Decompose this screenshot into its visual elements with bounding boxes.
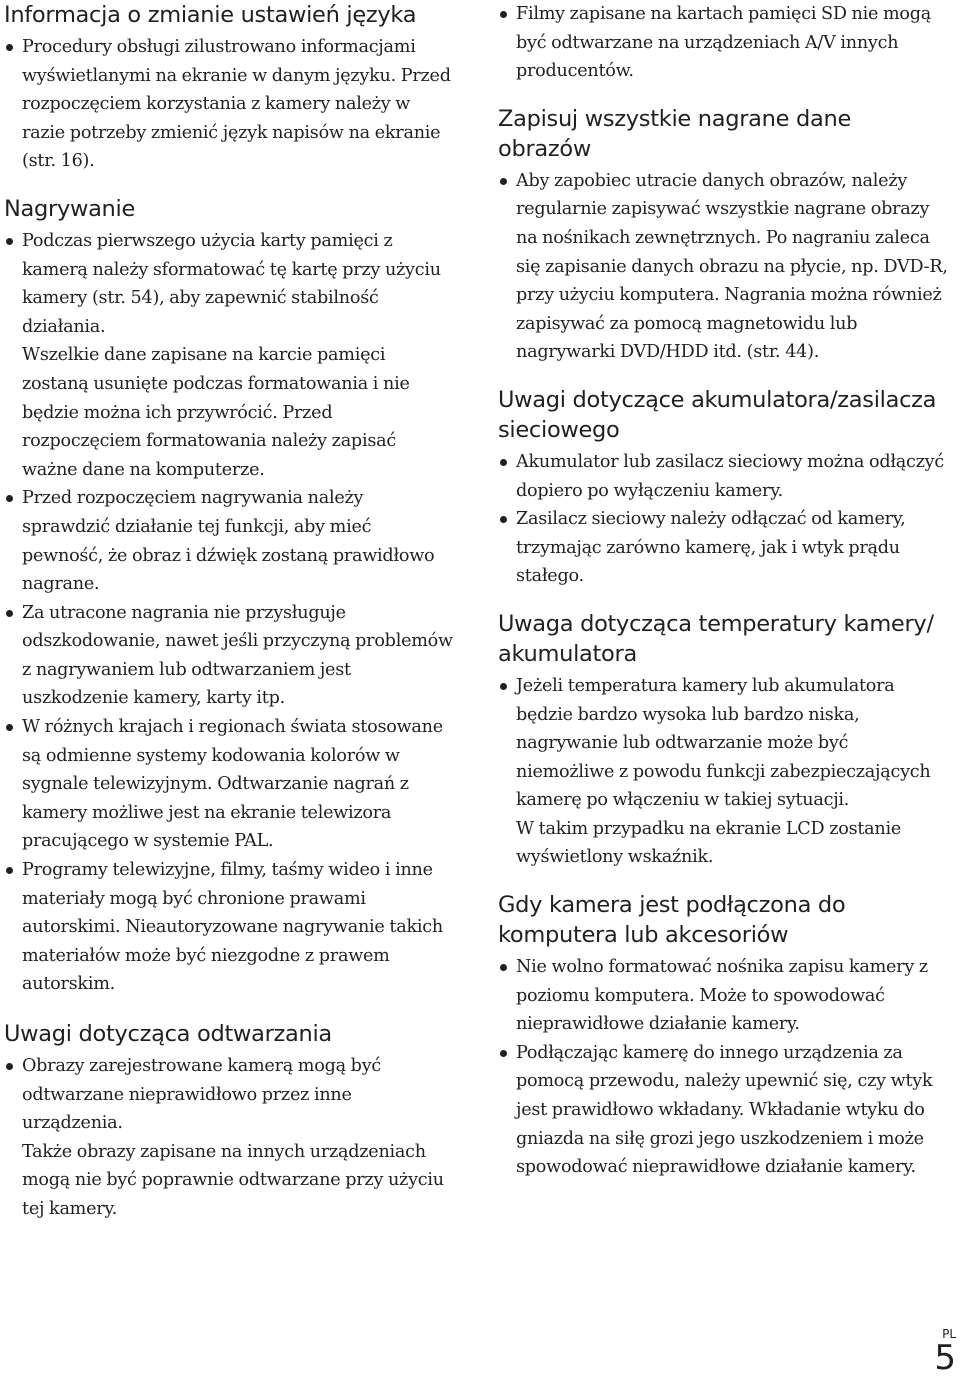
bullet-paragraph: Wszelkie dane zapisane na karcie pamięci zostaną usunięte podczas formatowania i nie będzie można ich przywrócić. Przed rozpoczęciem formatowania należy zapisać ważne dane na komputerze. <box>22 345 410 480</box>
bullet-item: Programy telewizyjne, filmy, taśmy wideo i inne materiały mogą być chronione prawami autorskimi. Nieautoryzowane nagrywanie takich materiałów może być niezgodne z prawem autorskim. <box>4 856 456 999</box>
bullet-item: Zasilacz sieciowy należy odłączać od kamery, trzymając zarówno kamerę, jak i wtyk prądu stałego. <box>498 505 950 591</box>
section-title-save-images: Zapisuj wszystkie nagrane dane obrazów <box>498 105 851 162</box>
bullet-paragraph: Podczas pierwszego użycia karty pamięci z kamerą należy sformatować tę kartę przy użyciu kamery (str. 54), aby zapewnić stabilność działania. <box>22 230 441 337</box>
bullet-paragraph: Jeżeli temperatura kamery lub akumulatora będzie bardzo wysoka lub bardzo niska, nagrywanie lub odtwarzanie może być niemożliwe z powodu funkcji zabezpieczających kamerę po włączeniu w takiej sytuacji. <box>516 675 931 811</box>
bullet-list <box>4 227 456 999</box>
section-title-language: Informacja o zmianie ustawień języka <box>4 2 417 28</box>
page-number: 5 <box>934 1338 956 1378</box>
bullet-item: Przed rozpoczęciem nagrywania należy sprawdzić działanie tej funkcji, aby mieć pewność, że obraz i dźwięk zostaną prawidłowo nagrane. <box>4 484 456 598</box>
bullet-item: Aby zapobiec utracie danych obrazów, należy regularnie zapisywać wszystkie nagrane obrazy na nośnikach zewnętrznych. Po nagraniu zaleca się zapisanie danych obrazu na płycie, np. DVD-R, przy użyciu komputera. Nagrania można również zapisywać za pomocą magnetowidu lub nagrywarki DVD/HDD itd. (str. 44). <box>498 167 950 367</box>
bullet-paragraph: Obrazy zarejestrowane kamerą mogą być odtwarzane nieprawidłowo przez inne urządzenia. <box>22 1056 381 1134</box>
section-title-temperature: Uwaga dotycząca temperatury kamery/ akumulatora <box>498 610 934 667</box>
left-column <box>4 0 456 1224</box>
bullet-paragraph: W takim przypadku na ekranie LCD zostanie wyświetlony wskaźnik. <box>516 818 902 868</box>
bullet-item: Procedury obsługi zilustrowano informacjami wyświetlanymi na ekranie w danym języku. Przed rozpoczęciem korzystania z kamery należy w razie potrzeby zmienić język napisów na ekranie (str. 16). <box>4 33 456 176</box>
bullet-item: W różnych krajach i regionach świata stosowane są odmienne systemy kodowania kolorów w sygnale telewizyjnym. Odtwarzanie nagrań z kamery możliwe jest na ekranie telewizora pracującego w systemie PAL. <box>4 713 456 856</box>
section-title-computer-accessories: Gdy kamera jest podłączona do komputera lub akcesoriów <box>498 892 846 949</box>
section-title-playback: Uwagi dotycząca odtwarzania <box>4 1021 332 1047</box>
bullet-item: Akumulator lub zasilacz sieciowy można odłączyć dopiero po wyłączeniu kamery. <box>498 448 950 505</box>
bullet-list <box>498 167 950 367</box>
bullet-item: Nie wolno formatować nośnika zapisu kamery z poziomu komputera. Może to spowodować nieprawidłowe działanie kamery. <box>498 953 950 1039</box>
section-title-battery-adapter: Uwagi dotyczące akumulatora/zasilacza sieciowego <box>498 386 937 443</box>
bullet-list <box>498 672 950 872</box>
bullet-list <box>498 448 950 591</box>
bullet-list <box>498 953 950 1182</box>
language-code: PL <box>942 1327 956 1341</box>
bullet-item <box>498 672 950 872</box>
bullet-item <box>4 227 456 484</box>
bullet-item: Za utracone nagrania nie przysługuje odszkodowanie, nawet jeśli przyczyną problemów z nagrywaniem lub odtwarzaniem jest uszkodzenie kamery, karty itp. <box>4 599 456 713</box>
bullet-item: Podłączając kamerę do innego urządzenia za pomocą przewodu, należy upewnić się, czy wtyk jest prawidłowo wkładany. Wkładanie wtyku do gniazda na siłę grozi jego uszkodzeniem i może spowodować nieprawidłowe działanie kamery. <box>498 1039 950 1182</box>
bullet-list <box>498 0 950 86</box>
bullet-list <box>4 1052 456 1224</box>
section-title-recording: Nagrywanie <box>4 195 136 222</box>
bullet-list <box>4 33 456 176</box>
page-footer <box>916 1328 956 1376</box>
right-column <box>498 0 950 1182</box>
bullet-item: Filmy zapisane na kartach pamięci SD nie mogą być odtwarzane na urządzeniach A/V innych producentów. <box>498 0 950 86</box>
bullet-item <box>4 1052 456 1224</box>
bullet-paragraph: Także obrazy zapisane na innych urządzeniach mogą nie być poprawnie odtwarzane przy użyciu tej kamery. <box>22 1141 444 1219</box>
